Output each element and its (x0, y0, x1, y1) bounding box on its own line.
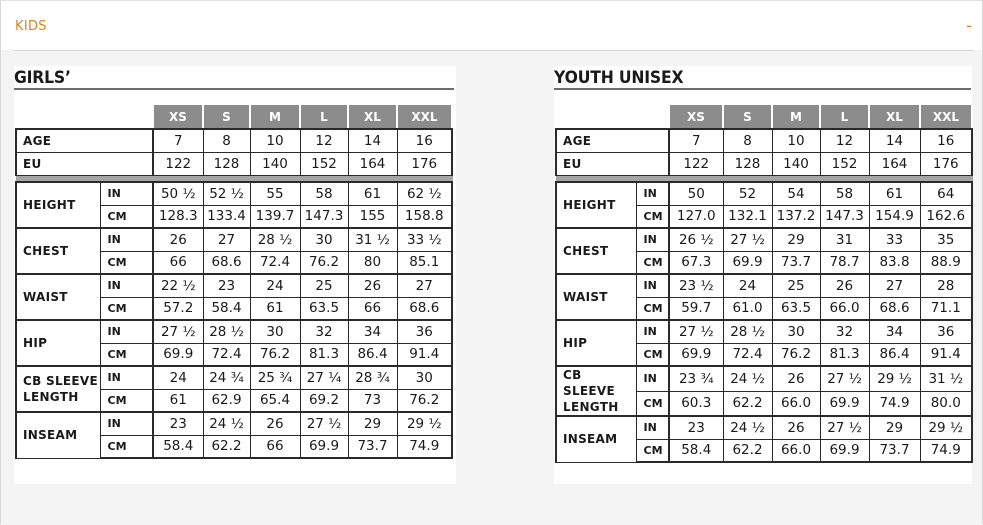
age-label: AGE (556, 129, 669, 152)
hip-cm-value: 91.4 (397, 343, 452, 366)
cb-sleeve-length-in-value: 28 ¾ (348, 366, 397, 389)
height-cm-value: 132.1 (723, 205, 772, 228)
waist-in-row (556, 274, 972, 297)
height-in-value: 61 (348, 182, 397, 205)
waist-in-value: 23 (203, 274, 250, 297)
age-value: 16 (397, 129, 452, 152)
chest-in-value: 26 ½ (669, 228, 723, 251)
chest-in-value: 31 (820, 228, 869, 251)
cb-sleeve-length-cm-value: 66.0 (772, 391, 820, 416)
size-header-m: M (250, 104, 300, 129)
unit-in-label: IN (636, 416, 669, 439)
cb-sleeve-length-in-value: 30 (397, 366, 452, 389)
hip-in-value: 32 (820, 320, 869, 343)
unit-in-label: IN (100, 274, 153, 297)
eu-value: 152 (300, 152, 348, 175)
chest-cm-value: 85.1 (397, 251, 452, 274)
girls-section-rule (14, 88, 454, 90)
height-in-value: 52 (723, 182, 772, 205)
cb-sleeve-length-label: CB SLEEVE LENGTH (16, 366, 100, 412)
chest-cm-value: 69.9 (723, 251, 772, 274)
height-in-value: 50 (669, 182, 723, 205)
hip-cm-value: 86.4 (869, 343, 920, 366)
chest-cm-value: 68.6 (203, 251, 250, 274)
hip-in-value: 27 ½ (153, 320, 203, 343)
eu-value: 176 (397, 152, 452, 175)
size-header-m: M (772, 104, 820, 129)
inseam-in-row (16, 412, 452, 435)
unit-in-label: IN (100, 228, 153, 251)
age-label: AGE (16, 129, 153, 152)
age-value: 10 (772, 129, 820, 152)
hip-in-value: 36 (920, 320, 972, 343)
inseam-in-value: 29 (869, 416, 920, 439)
unit-in-label: IN (100, 366, 153, 389)
unit-cm-label: CM (636, 391, 669, 416)
height-cm-value: 139.7 (250, 205, 300, 228)
chest-in-value: 27 ½ (723, 228, 772, 251)
eu-value: 152 (820, 152, 869, 175)
cb-sleeve-length-in-value: 31 ½ (920, 366, 972, 391)
inseam-in-value: 29 (348, 412, 397, 435)
chest-in-value: 33 ½ (397, 228, 452, 251)
height-cm-value: 158.8 (397, 205, 452, 228)
inseam-cm-value: 62.2 (203, 435, 250, 458)
age-value: 7 (153, 129, 203, 152)
cb-sleeve-length-cm-value: 60.3 (669, 391, 723, 416)
eu-value: 164 (348, 152, 397, 175)
inseam-in-row (556, 416, 972, 439)
inseam-cm-value: 58.4 (153, 435, 203, 458)
hip-cm-value: 69.9 (669, 343, 723, 366)
waist-in-row (16, 274, 452, 297)
cb-sleeve-length-cm-value: 62.2 (723, 391, 772, 416)
waist-cm-value: 66.0 (820, 297, 869, 320)
hip-in-value: 27 ½ (669, 320, 723, 343)
height-in-value: 58 (300, 182, 348, 205)
cb-sleeve-length-cm-value: 65.4 (250, 389, 300, 412)
hip-label: HIP (16, 320, 100, 366)
chest-label: CHEST (556, 228, 636, 274)
unit-in-label: IN (636, 366, 669, 391)
chest-cm-value: 83.8 (869, 251, 920, 274)
grey-band-cell (556, 175, 972, 182)
chest-cm-value: 78.7 (820, 251, 869, 274)
girls-size-panel (14, 66, 456, 484)
waist-label: WAIST (16, 274, 100, 320)
cb-sleeve-length-in-value: 23 ¾ (669, 366, 723, 391)
cb-sleeve-length-cm-value: 73 (348, 389, 397, 412)
height-cm-value: 147.3 (820, 205, 869, 228)
eu-value: 176 (920, 152, 972, 175)
unit-cm-label: CM (636, 439, 669, 462)
height-in-value: 50 ½ (153, 182, 203, 205)
height-in-value: 62 ½ (397, 182, 452, 205)
cb-sleeve-length-in-row (16, 366, 452, 389)
waist-cm-value: 63.5 (772, 297, 820, 320)
hip-in-value: 30 (250, 320, 300, 343)
unit-cm-label: CM (100, 389, 153, 412)
chest-in-value: 29 (772, 228, 820, 251)
hip-in-value: 28 ½ (203, 320, 250, 343)
youth-size-table (555, 103, 973, 463)
chest-cm-value: 66 (153, 251, 203, 274)
height-in-row (556, 182, 972, 205)
hip-cm-value: 72.4 (203, 343, 250, 366)
inseam-cm-value: 66.0 (772, 439, 820, 462)
chest-cm-value: 73.7 (772, 251, 820, 274)
inseam-in-value: 23 (669, 416, 723, 439)
size-header-xs: XS (153, 104, 203, 129)
height-cm-value: 147.3 (300, 205, 348, 228)
size-header-xs: XS (669, 104, 723, 129)
cb-sleeve-length-cm-value: 69.9 (820, 391, 869, 416)
cb-sleeve-length-in-value: 24 (153, 366, 203, 389)
inseam-cm-value: 74.9 (920, 439, 972, 462)
chest-in-row (16, 228, 452, 251)
waist-in-value: 28 (920, 274, 972, 297)
hip-cm-value: 69.9 (153, 343, 203, 366)
waist-cm-value: 68.6 (869, 297, 920, 320)
cb-sleeve-length-in-value: 25 ¾ (250, 366, 300, 389)
hip-cm-value: 81.3 (300, 343, 348, 366)
accordion-title[interactable]: KIDS (15, 19, 47, 34)
waist-in-value: 26 (348, 274, 397, 297)
inseam-cm-value: 66 (250, 435, 300, 458)
cb-sleeve-length-in-value: 29 ½ (869, 366, 920, 391)
waist-cm-value: 61.0 (723, 297, 772, 320)
inseam-in-value: 24 ½ (203, 412, 250, 435)
eu-label: EU (16, 152, 153, 175)
height-in-value: 58 (820, 182, 869, 205)
accordion-divider (14, 50, 974, 51)
size-header-xl: XL (348, 104, 397, 129)
size-header-xxl: XXL (920, 104, 972, 129)
waist-in-value: 26 (820, 274, 869, 297)
hip-cm-value: 76.2 (250, 343, 300, 366)
inseam-cm-value: 73.7 (869, 439, 920, 462)
unit-cm-label: CM (636, 205, 669, 228)
age-value: 7 (669, 129, 723, 152)
age-value: 12 (820, 129, 869, 152)
girls-section-title: GIRLS’ (14, 68, 71, 88)
youth-section-title: YOUTH UNISEX (554, 68, 684, 88)
cb-sleeve-length-cm-value: 74.9 (869, 391, 920, 416)
height-in-value: 54 (772, 182, 820, 205)
inseam-in-value: 24 ½ (723, 416, 772, 439)
inseam-cm-value: 74.9 (397, 435, 452, 458)
inseam-cm-value: 58.4 (669, 439, 723, 462)
eu-value: 128 (203, 152, 250, 175)
unit-cm-label: CM (636, 343, 669, 366)
eu-row (556, 152, 972, 175)
hip-cm-value: 76.2 (772, 343, 820, 366)
inseam-in-value: 27 ½ (300, 412, 348, 435)
eu-value: 164 (869, 152, 920, 175)
hip-in-value: 32 (300, 320, 348, 343)
inseam-cm-value: 62.2 (723, 439, 772, 462)
eu-label: EU (556, 152, 669, 175)
inseam-label: INSEAM (16, 412, 100, 458)
waist-cm-value: 63.5 (300, 297, 348, 320)
chest-in-value: 26 (153, 228, 203, 251)
hip-in-value: 30 (772, 320, 820, 343)
cb-sleeve-length-in-value: 24 ¾ (203, 366, 250, 389)
height-in-value: 64 (920, 182, 972, 205)
hip-in-row (16, 320, 452, 343)
grey-band-divider (556, 175, 972, 182)
cb-sleeve-length-cm-value: 80.0 (920, 391, 972, 416)
girls-size-table (15, 103, 453, 459)
unit-cm-label: CM (100, 251, 153, 274)
height-in-row (16, 182, 452, 205)
height-cm-value: 155 (348, 205, 397, 228)
size-header-xxl: XXL (397, 104, 452, 129)
age-row (16, 129, 452, 152)
size-header-xl: XL (869, 104, 920, 129)
collapse-toggle-icon[interactable]: - (966, 16, 972, 35)
waist-in-value: 27 (869, 274, 920, 297)
blank-corner (556, 104, 669, 129)
hip-in-value: 36 (397, 320, 452, 343)
waist-cm-value: 57.2 (153, 297, 203, 320)
eu-value: 128 (723, 152, 772, 175)
inseam-cm-value: 69.9 (300, 435, 348, 458)
inseam-label: INSEAM (556, 416, 636, 462)
eu-row (16, 152, 452, 175)
hip-cm-value: 81.3 (820, 343, 869, 366)
waist-cm-value: 59.7 (669, 297, 723, 320)
age-row (556, 129, 972, 152)
height-cm-value: 133.4 (203, 205, 250, 228)
waist-in-value: 25 (300, 274, 348, 297)
waist-in-value: 24 (250, 274, 300, 297)
size-header-s: S (723, 104, 772, 129)
hip-in-value: 34 (348, 320, 397, 343)
cb-sleeve-length-cm-value: 62.9 (203, 389, 250, 412)
height-cm-value: 137.2 (772, 205, 820, 228)
waist-in-value: 22 ½ (153, 274, 203, 297)
height-cm-value: 127.0 (669, 205, 723, 228)
grey-band-divider (16, 175, 452, 182)
chest-in-row (556, 228, 972, 251)
inseam-in-value: 29 ½ (920, 416, 972, 439)
unit-cm-label: CM (100, 435, 153, 458)
eu-value: 140 (250, 152, 300, 175)
chest-in-value: 28 ½ (250, 228, 300, 251)
height-label: HEIGHT (556, 182, 636, 228)
height-label: HEIGHT (16, 182, 100, 228)
chest-cm-value: 88.9 (920, 251, 972, 274)
unit-in-label: IN (636, 228, 669, 251)
hip-in-row (556, 320, 972, 343)
eu-value: 122 (153, 152, 203, 175)
size-header-l: L (300, 104, 348, 129)
waist-cm-value: 68.6 (397, 297, 452, 320)
eu-value: 122 (669, 152, 723, 175)
height-in-value: 55 (250, 182, 300, 205)
chest-in-value: 30 (300, 228, 348, 251)
height-in-value: 52 ½ (203, 182, 250, 205)
waist-in-value: 25 (772, 274, 820, 297)
waist-label: WAIST (556, 274, 636, 320)
unit-cm-label: CM (636, 297, 669, 320)
cb-sleeve-length-in-value: 26 (772, 366, 820, 391)
waist-cm-value: 58.4 (203, 297, 250, 320)
size-header-row (16, 104, 452, 129)
unit-cm-label: CM (100, 205, 153, 228)
height-cm-value: 162.6 (920, 205, 972, 228)
age-value: 14 (348, 129, 397, 152)
waist-in-value: 27 (397, 274, 452, 297)
unit-in-label: IN (636, 274, 669, 297)
cb-sleeve-length-in-value: 24 ½ (723, 366, 772, 391)
youth-size-panel (554, 66, 972, 484)
chest-label: CHEST (16, 228, 100, 274)
chest-in-value: 33 (869, 228, 920, 251)
age-value: 10 (250, 129, 300, 152)
unit-cm-label: CM (100, 343, 153, 366)
height-in-value: 61 (869, 182, 920, 205)
eu-value: 140 (772, 152, 820, 175)
youth-section-rule (554, 88, 971, 90)
unit-cm-label: CM (636, 251, 669, 274)
waist-cm-value: 71.1 (920, 297, 972, 320)
waist-in-value: 23 ½ (669, 274, 723, 297)
unit-in-label: IN (100, 182, 153, 205)
unit-in-label: IN (100, 412, 153, 435)
chest-in-value: 31 ½ (348, 228, 397, 251)
inseam-in-value: 26 (250, 412, 300, 435)
unit-in-label: IN (636, 182, 669, 205)
hip-cm-value: 86.4 (348, 343, 397, 366)
cb-sleeve-length-label: CB SLEEVE LENGTH (556, 366, 636, 416)
cb-sleeve-length-in-value: 27 ½ (820, 366, 869, 391)
hip-in-value: 28 ½ (723, 320, 772, 343)
chest-cm-value: 80 (348, 251, 397, 274)
unit-in-label: IN (100, 320, 153, 343)
accordion-header-kids[interactable] (1, 1, 982, 50)
blank-corner (16, 104, 153, 129)
inseam-cm-value: 73.7 (348, 435, 397, 458)
chest-in-value: 27 (203, 228, 250, 251)
inseam-in-value: 23 (153, 412, 203, 435)
chest-in-value: 35 (920, 228, 972, 251)
waist-cm-value: 61 (250, 297, 300, 320)
waist-in-value: 24 (723, 274, 772, 297)
hip-cm-value: 91.4 (920, 343, 972, 366)
height-cm-value: 128.3 (153, 205, 203, 228)
unit-in-label: IN (636, 320, 669, 343)
age-value: 16 (920, 129, 972, 152)
hip-cm-value: 72.4 (723, 343, 772, 366)
age-value: 14 (869, 129, 920, 152)
grey-band-cell (16, 175, 452, 182)
cb-sleeve-length-cm-value: 76.2 (397, 389, 452, 412)
age-value: 8 (203, 129, 250, 152)
waist-cm-value: 66 (348, 297, 397, 320)
cb-sleeve-length-cm-value: 61 (153, 389, 203, 412)
size-header-row (556, 104, 972, 129)
chest-cm-value: 67.3 (669, 251, 723, 274)
cb-sleeve-length-cm-value: 69.2 (300, 389, 348, 412)
inseam-cm-value: 69.9 (820, 439, 869, 462)
cb-sleeve-length-in-value: 27 ¼ (300, 366, 348, 389)
hip-in-value: 34 (869, 320, 920, 343)
chest-cm-value: 76.2 (300, 251, 348, 274)
chest-cm-value: 72.4 (250, 251, 300, 274)
size-header-l: L (820, 104, 869, 129)
height-cm-value: 154.9 (869, 205, 920, 228)
cb-sleeve-length-in-row (556, 366, 972, 391)
inseam-in-value: 27 ½ (820, 416, 869, 439)
size-header-s: S (203, 104, 250, 129)
age-value: 8 (723, 129, 772, 152)
inseam-in-value: 26 (772, 416, 820, 439)
inseam-in-value: 29 ½ (397, 412, 452, 435)
unit-cm-label: CM (100, 297, 153, 320)
hip-label: HIP (556, 320, 636, 366)
age-value: 12 (300, 129, 348, 152)
